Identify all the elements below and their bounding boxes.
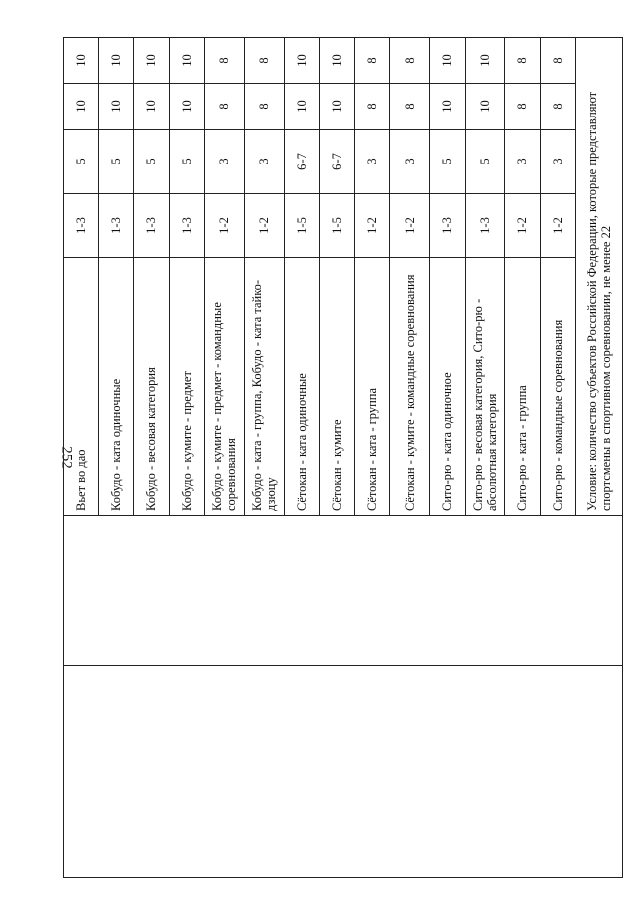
rank-table	[63, 37, 623, 878]
rank-range-cell: 1-3	[465, 194, 505, 258]
count-cell: 10	[134, 38, 169, 84]
count-cell: 10	[284, 84, 319, 130]
count-cell: 10	[430, 38, 465, 84]
count-cell: 10	[465, 38, 505, 84]
discipline-cell: Кобудо - кумите - предмет - командные соревнования	[204, 258, 244, 516]
rank-range-cell: 1-3	[99, 194, 134, 258]
count-cell: 10	[169, 38, 204, 84]
count-cell: 8	[355, 38, 390, 84]
discipline-cell: Кобудо - ката - группа, Кобудо - ката тайко-дзюцу	[244, 258, 284, 516]
discipline-cell: Кобудо - ката одиночные	[99, 258, 134, 516]
count-cell: 8	[390, 38, 430, 84]
rank-range-cell: 1-2	[204, 194, 244, 258]
rank-cell: 5	[64, 130, 99, 194]
rank-range-cell: 1-5	[319, 194, 354, 258]
discipline-cell: Сётокан - кумите - командные соревнования	[390, 258, 430, 516]
rank-range-cell: 1-2	[505, 194, 540, 258]
rank-cell: 3	[540, 130, 575, 194]
rank-range-cell: 1-3	[430, 194, 465, 258]
count-cell: 10	[465, 84, 505, 130]
rank-range-cell: 1-3	[169, 194, 204, 258]
count-cell: 8	[505, 84, 540, 130]
rank-range-cell: 1-2	[390, 194, 430, 258]
rank-cell: 5	[99, 130, 134, 194]
count-cell: 8	[540, 38, 575, 84]
rank-cell: 3	[390, 130, 430, 194]
discipline-cell: Сито-рю - весовая категория, Сито-рю - абсолютная категория	[465, 258, 505, 516]
count-cell: 8	[355, 84, 390, 130]
rank-range-cell: 1-2	[540, 194, 575, 258]
rank-cell: 3	[244, 130, 284, 194]
count-cell: 10	[319, 84, 354, 130]
discipline-cell: Сито-рю - командные соревнования	[540, 258, 575, 516]
count-cell: 10	[284, 38, 319, 84]
rotated-table-wrapper	[63, 38, 623, 878]
discipline-cell: Сётокан - кумите	[319, 258, 354, 516]
count-cell: 10	[134, 84, 169, 130]
count-cell: 8	[244, 84, 284, 130]
discipline-cell: Вьет во дао	[64, 258, 99, 516]
count-cell: 10	[64, 38, 99, 84]
rank-cell: 3	[355, 130, 390, 194]
rank-range-cell: 1-2	[244, 194, 284, 258]
count-cell: 10	[169, 84, 204, 130]
rank-range-cell: 1-3	[64, 194, 99, 258]
rank-cell: 3	[505, 130, 540, 194]
rank-cell: 5	[430, 130, 465, 194]
discipline-cell: Сито-рю - ката одиночное	[430, 258, 465, 516]
count-cell: 8	[390, 84, 430, 130]
rank-cell: 6-7	[319, 130, 354, 194]
count-cell: 8	[204, 38, 244, 84]
count-cell: 8	[244, 38, 284, 84]
rank-cell: 5	[169, 130, 204, 194]
discipline-cell: Сётокан - ката одиночные	[284, 258, 319, 516]
count-cell: 10	[64, 84, 99, 130]
count-cell: 10	[99, 84, 134, 130]
rank-range-cell: 1-5	[284, 194, 319, 258]
rank-cell: 6-7	[284, 130, 319, 194]
count-cell: 10	[319, 38, 354, 84]
count-cell: 8	[204, 84, 244, 130]
rank-range-cell: 1-3	[134, 194, 169, 258]
rank-cell: 5	[465, 130, 505, 194]
table-row	[64, 38, 99, 878]
rank-range-cell: 1-2	[355, 194, 390, 258]
discipline-cell: Кобудо - весовая категория	[134, 258, 169, 516]
rank-cell: 3	[204, 130, 244, 194]
count-cell: 8	[505, 38, 540, 84]
page-number: 252	[58, 446, 75, 469]
competition-cell	[64, 666, 623, 878]
discipline-cell: Сито-рю - ката - группа	[505, 258, 540, 516]
count-cell: 10	[99, 38, 134, 84]
rank-cell: 5	[134, 130, 169, 194]
discipline-cell: Кобудо - кумите - предмет	[169, 258, 204, 516]
count-cell: 10	[430, 84, 465, 130]
group-cell	[64, 516, 623, 666]
condition-note: Условие: количество субъектов Российской Федерации, которые представляют спортсмены в спортивном соревновании, не менее 22	[575, 38, 622, 516]
count-cell: 8	[540, 84, 575, 130]
discipline-cell: Сётокан - ката - группа	[355, 258, 390, 516]
